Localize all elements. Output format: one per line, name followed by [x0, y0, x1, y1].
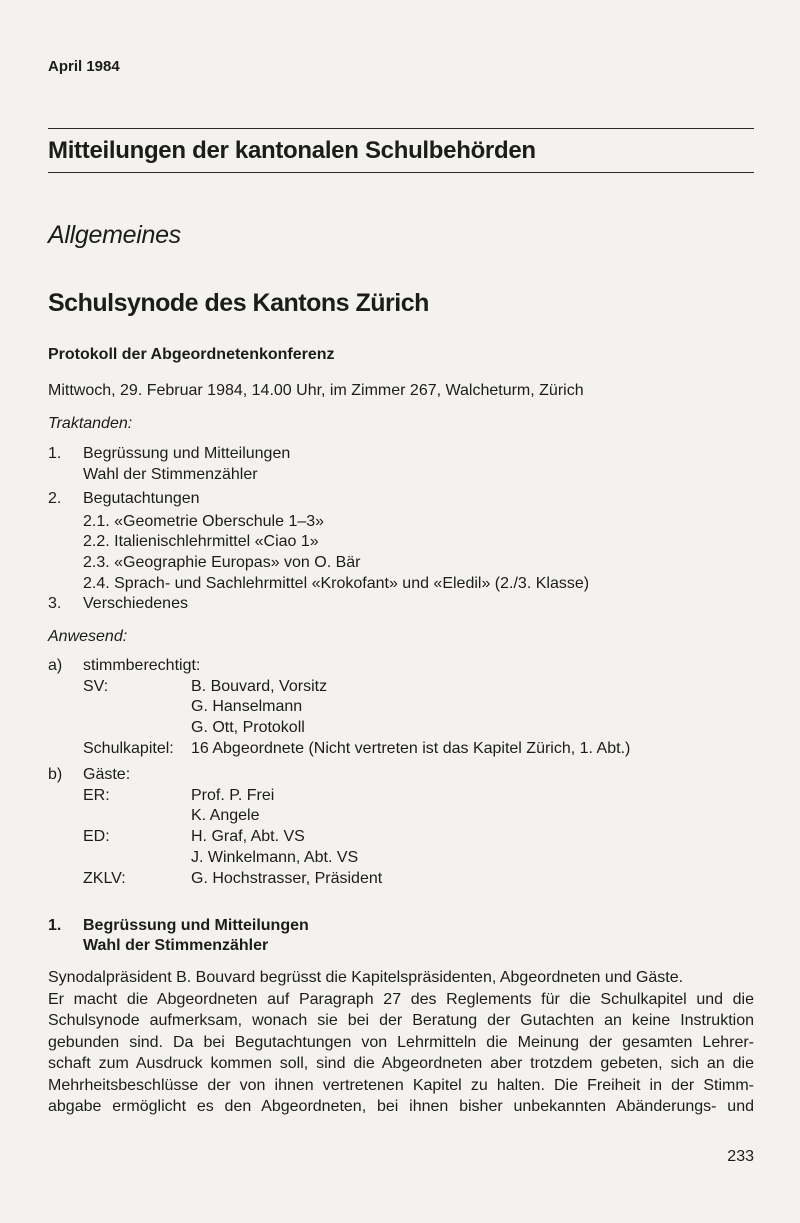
- attendee-role-label: SV:: [83, 678, 109, 695]
- attendee-name: 16 Abgeordnete (Nicht vertreten ist das Kapitel Zürich, 1. Abt.): [191, 740, 631, 757]
- section-number: 1.: [48, 917, 62, 934]
- attendee-role-label: ZKLV:: [83, 870, 126, 887]
- attendee-group-letter: b): [48, 766, 63, 783]
- paragraph-line: abgabe ermöglicht es den Abgeordneten, bei ihnen bisher unbekannten Abänderungs- und: [48, 1098, 754, 1115]
- agenda-subitem: 2.4. Sprach- und Sachlehrmittel «Krokofant» und «Eledil» (2./3. Klasse): [83, 575, 590, 592]
- attendee-name: K. Angele: [191, 807, 260, 824]
- paragraph-line: schaft zum Ausdruck kommen soll, sind die Abgeordneten aber trotzdem gebeten, sich an die: [48, 1055, 754, 1072]
- agenda-subitem: 2.2. Italienischlehrmittel «Ciao 1»: [83, 533, 319, 550]
- paragraph-line: Mehrheitsbeschlüsse der von ihnen vertretenen Kapitel zu halten. Die Freiheit in der Stimm-: [48, 1076, 754, 1094]
- agenda-item-line: Begrüssung und Mitteilungen: [83, 445, 291, 462]
- attendee-name: G. Hanselmann: [191, 698, 303, 715]
- header-rule-top: [48, 128, 754, 129]
- attendee-name: B. Bouvard, Vorsitz: [191, 678, 328, 695]
- section-heading: Begrüssung und Mitteilungen: [83, 917, 309, 934]
- traktanden-heading: Traktanden:: [48, 415, 133, 432]
- attendee-group-title: Gäste:: [83, 766, 131, 783]
- section-heading: Wahl der Stimmenzähler: [83, 937, 269, 954]
- attendee-name: J. Winkelmann, Abt. VS: [191, 849, 359, 866]
- category-heading: Allgemeines: [48, 221, 181, 249]
- anwesend-heading: Anwesend:: [48, 628, 128, 645]
- paragraph-line: gebunden sind. Da bei Begutachtungen von Lehrmitteln die Meinung der gesamten Lehrer-: [48, 1033, 754, 1051]
- meeting-info: Mittwoch, 29. Februar 1984, 14.00 Uhr, im Zimmer 267, Walcheturm, Zürich: [48, 382, 584, 399]
- attendee-role-label: Schulkapitel:: [83, 740, 174, 757]
- agenda-item-line: Wahl der Stimmenzähler: [83, 466, 258, 483]
- page-number: 233: [727, 1148, 754, 1165]
- agenda-item-line: Verschiedenes: [83, 595, 188, 612]
- attendee-group-title: stimmberechtigt:: [83, 657, 201, 674]
- section-title: Mitteilungen der kantonalen Schulbehörden: [48, 137, 536, 164]
- paragraph-line: Schulsynode aufmerksam, wonach sie bei der Beratung der Gutachten an keine Instruktion: [48, 1012, 754, 1029]
- agenda-subitem: 2.1. «Geometrie Oberschule 1–3»: [83, 513, 325, 530]
- header-rule-bottom: [48, 172, 754, 173]
- attendee-role-label: ED:: [83, 828, 110, 845]
- agenda-item-number: 2.: [48, 490, 62, 507]
- attendee-role-label: ER:: [83, 787, 110, 804]
- article-title: Schulsynode des Kantons Zürich: [48, 289, 429, 317]
- section-paragraph: [48, 967, 754, 1118]
- attendee-name: G. Ott, Protokoll: [191, 719, 305, 736]
- agenda-item-line: Begutachtungen: [83, 490, 200, 507]
- paragraph-line: Er macht die Abgeordneten auf Paragraph 27 des Reglements für die Schulkapitel und die: [48, 990, 754, 1008]
- attendee-name: Prof. P. Frei: [191, 787, 275, 804]
- document-page: [48, 0, 754, 1223]
- attendee-name: H. Graf, Abt. VS: [191, 828, 305, 845]
- agenda-item-number: 3.: [48, 595, 62, 612]
- attendee-name: G. Hochstrasser, Präsident: [191, 870, 383, 887]
- paragraph-line: Synodalpräsident B. Bouvard begrüsst die Kapitelspräsidenten, Abgeordneten und Gäste.: [48, 969, 684, 986]
- article-subtitle: Protokoll der Abgeordnetenkonferenz: [48, 346, 335, 363]
- attendee-group-letter: a): [48, 657, 63, 674]
- issue-date: April 1984: [48, 58, 120, 75]
- agenda-item-number: 1.: [48, 445, 62, 462]
- agenda-subitem: 2.3. «Geographie Europas» von O. Bär: [83, 554, 361, 571]
